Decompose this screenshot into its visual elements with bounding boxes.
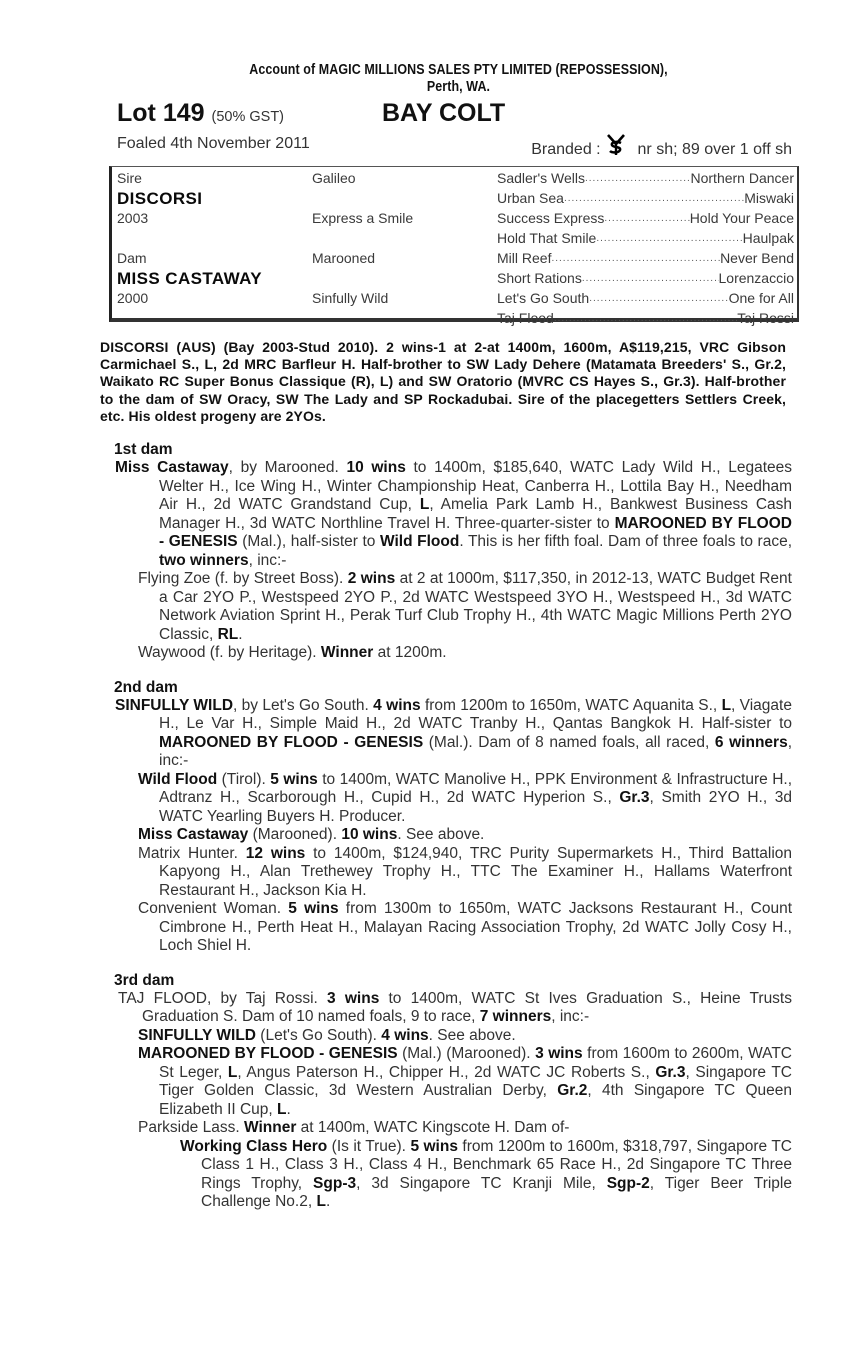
pedigree-sire: Success Express <box>497 210 605 226</box>
pedigree-entry: Flying Zoe (f. by Street Boss). 2 wins at 2 at 1000m, $117,350, in 2012-13, WATC Budget Rent a Car 2YO P., Westspeed 2YO P., 2d WATC Westspeed 3YO H., Westspeed H., 3d WATC Network Aviation Sprint H., Perak Turf Club Trophy H., 4th WATC Magic Millions Perth 2YO Classic, RL. <box>138 570 792 643</box>
pedigree-entry: MAROONED BY FLOOD - GENESIS (Mal.) (Marooned). 3 wins from 1600m to 2600m, WATC St Leger, L, Angus Paterson H., Chipper H., 2d WATC JC Roberts S., Gr.3, Singapore TC Tiger Golden Classic, 3d Western Australian Derby, Gr.2, 4th Singapore TC Queen Elizabeth II Cup, L. <box>138 1045 793 1118</box>
consignor-line-1: Account of MAGIC MILLIONS SALES PTY LIMITED (REPOSSESSION), <box>249 62 668 78</box>
pedigree-col3 <box>497 250 794 268</box>
pedigree-sire: Hold That Smile <box>497 230 597 246</box>
pedigree-col1: 2003 <box>117 210 149 226</box>
foaled-line <box>117 129 792 158</box>
pedigree-sire: Taj Flood <box>497 310 554 326</box>
leader-dots <box>582 270 719 288</box>
pedigree-col3 <box>497 190 794 208</box>
pedigree-grandsire: Taj Rossi <box>737 310 794 326</box>
pedigree-row <box>112 250 797 270</box>
pedigree-col3 <box>497 170 794 188</box>
leader-dots <box>551 250 720 268</box>
pedigree-row <box>112 310 797 330</box>
lot-number <box>117 99 284 128</box>
pedigree-sire: Short Rations <box>497 270 582 286</box>
branded-prefix: Branded : <box>531 141 601 158</box>
family-sections <box>114 441 793 1212</box>
pedigree-entry: Parkside Lass. Winner at 1400m, WATC Kingscote H. Dam of- <box>138 1119 570 1137</box>
leader-dots <box>564 190 744 208</box>
pedigree-col1: DISCORSI <box>117 189 203 208</box>
pedigree-col3 <box>497 310 794 328</box>
pedigree-col3 <box>497 290 794 308</box>
pedigree-row <box>112 170 797 190</box>
pedigree-entry: Working Class Hero (Is it True). 5 wins from 1200m to 1600m, $318,797, Singapore TC Class 1 H., Class 3 H., Class 4 H., Benchmark 65 Race H., 2d Singapore TC Three Rings Trophy, Sgp-3, 3d Singapore TC Kranji Mile, Sgp-2, Tiger Beer Triple Challenge No.2, L. <box>180 1137 792 1211</box>
pedigree-col1: 2000 <box>117 290 149 306</box>
pedigree-grandsire: Haulpak <box>742 230 794 246</box>
leader-dots <box>596 230 742 248</box>
pedigree-entry: Miss Castaway, by Marooned. 10 wins to 1400m, $185,640, WATC Lady Wild H., Legatees Welter H., Ice Wing H., Winter Championship Heat, Canberra H., Lottila Bay H., Needham Air H., 2d WATC Grandstand Cup, L, Amelia Park Lamb H., Bankwest Business Cash Manager H., 3d WATC Northline Travel H. Three-quarter-sister to MAROONED BY FLOOD - GENESIS (Mal.), half-sister to Wild Flood. This is her fifth foal. Dam of three foals to race, two winners, inc:- <box>115 459 793 569</box>
pedigree-row <box>112 210 797 230</box>
section-title: 1st dam <box>114 441 173 459</box>
pedigree-col2: Galileo <box>312 170 356 186</box>
pedigree-row <box>112 190 797 210</box>
lot-label: Lot 149 <box>117 99 205 127</box>
pedigree-row <box>112 230 797 250</box>
catalogue-page <box>100 62 794 1212</box>
pedigree-grandsire: One for All <box>728 290 794 306</box>
lot-line <box>117 99 792 129</box>
pedigree-col1: MISS CASTAWAY <box>117 269 263 288</box>
branded-suffix: nr sh; 89 over 1 off sh <box>637 141 792 158</box>
pedigree-col1: Dam <box>117 250 147 266</box>
pedigree-col2: Sinfully Wild <box>312 290 389 306</box>
pedigree-sire: Let's Go South <box>497 290 590 306</box>
pedigree-entry: Waywood (f. by Heritage). Winner at 1200m. <box>138 644 447 662</box>
pedigree-entry: Matrix Hunter. 12 wins to 1400m, $124,940, TRC Purity Supermarkets H., Third Battalion Kapyong H., Alan Trethewey Trophy H., TTC The Examiner H., Hallams Waterfront Restaurant H., Jackson Kia H. <box>138 844 793 899</box>
brand-info <box>531 135 792 160</box>
consignor-heading <box>172 62 746 96</box>
horse-description: BAY COLT <box>382 99 506 127</box>
pedigree-table <box>109 166 799 326</box>
gst-note: (50% GST) <box>211 109 284 125</box>
pedigree-col3 <box>497 270 794 288</box>
brand-mark-icon <box>605 133 627 158</box>
pedigree-col3 <box>497 230 794 248</box>
pedigree-col2: Marooned <box>312 250 376 266</box>
pedigree-col3 <box>497 210 794 228</box>
section-title: 2nd dam <box>114 678 178 696</box>
pedigree-entry: TAJ FLOOD, by Taj Rossi. 3 wins to 1400m, WATC St Ives Graduation S., Heine Trusts Graduation S. Dam of 10 named foals, 9 to race, 7 winners, inc:- <box>118 989 792 1026</box>
pedigree-col2: Express a Smile <box>312 210 414 226</box>
pedigree-entry: Wild Flood (Tirol). 5 wins to 1400m, WATC Manolive H., PPK Environment & Infrastructure H., Adtranz H., Scarborough H., Cupid H., 2d WATC Hyperion S., Gr.3, Smith 2YO H., 3d WATC Yearling Buyers H. Producer. <box>138 770 793 825</box>
pedigree-entry: Miss Castaway (Marooned). 10 wins. See above. <box>138 826 485 844</box>
pedigree-grandsire: Hold Your Peace <box>689 210 794 226</box>
pedigree-grandsire: Lorenzaccio <box>718 270 794 286</box>
consignor-line-2: Perth, WA. <box>426 79 491 95</box>
pedigree-sire: Mill Reef <box>497 250 552 266</box>
leader-dots <box>585 170 691 188</box>
sire-summary: DISCORSI (AUS) (Bay 2003-Stud 2010). 2 wins-1 at 2-at 1400m, 1600m, A$119,215, VRC Gibson Carmichael S., L, 2d MRC Barfleur H. Half-brother to SW Lady Dehere (Matamata Breeders' S., Gr.2, Waikato RC Super Bonus Classique (R), L) and SW Oratorio (MVRC CS Hayes S., Gr.3). Half-brother to the dam of SW Oracy, SW The Lady and SP Rockadubai. Sire of the placegetters Settlers Creek, etc. His oldest progeny are 2YOs. <box>100 339 786 424</box>
pedigree-grandsire: Never Bend <box>720 250 794 266</box>
leader-dots <box>589 290 728 308</box>
leader-dots <box>604 210 689 228</box>
foaled-date: Foaled 4th November 2011 <box>117 135 310 152</box>
pedigree-entry: Convenient Woman. 5 wins from 1300m to 1650m, WATC Jacksons Restaurant H., Count Cimbrone H., Perth Heat H., Malayan Racing Association Trophy, 2d WATC Jolly Cosy H., Loch Shiel H. <box>138 900 793 955</box>
leader-dots <box>554 310 737 328</box>
pedigree-sire: Urban Sea <box>497 190 564 206</box>
pedigree-sire: Sadler's Wells <box>497 170 585 186</box>
pedigree-entry: SINFULLY WILD, by Let's Go South. 4 wins from 1200m to 1650m, WATC Aquanita S., L, Viagate H., Le Var H., Simple Maid H., 2d WATC Tranby H., Qantas Bangkok H. Half-sister to MAROONED BY FLOOD - GENESIS (Mal.). Dam of 8 named foals, all raced, 6 winners, inc:- <box>115 696 793 770</box>
pedigree-entry: SINFULLY WILD (Let's Go South). 4 wins. See above. <box>138 1026 516 1044</box>
pedigree-grandsire: Miswaki <box>744 190 794 206</box>
pedigree-grandsire: Northern Dancer <box>690 170 794 186</box>
section-title: 3rd dam <box>114 971 175 989</box>
pedigree-col1: Sire <box>117 170 142 186</box>
pedigree-row <box>112 270 797 290</box>
pedigree-row <box>112 290 797 310</box>
